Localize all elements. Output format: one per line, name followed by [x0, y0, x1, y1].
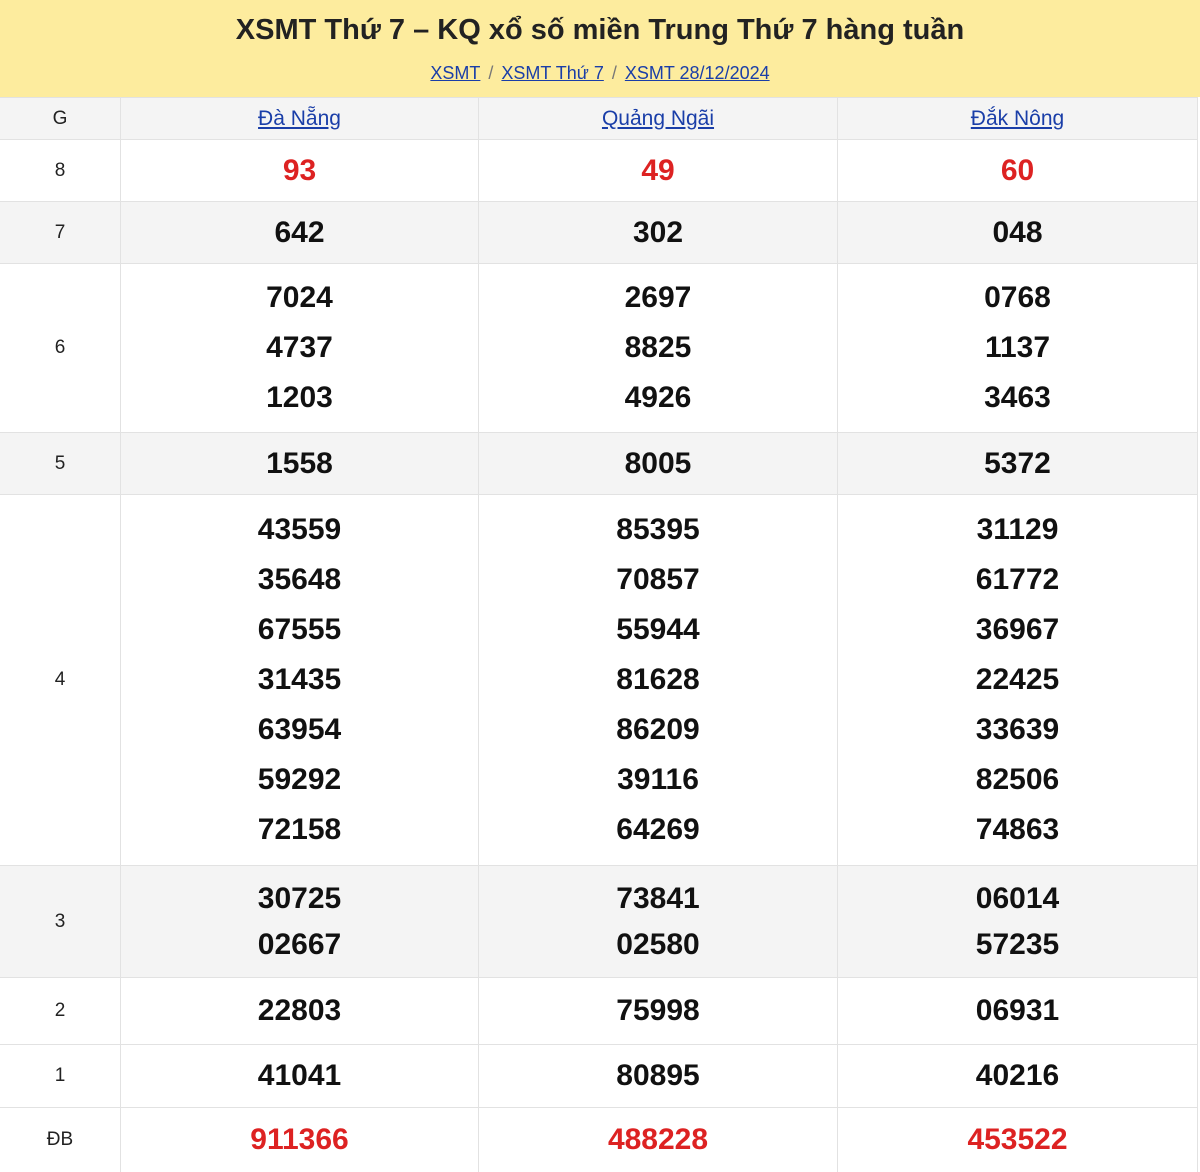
- result-cell-da-nang: [120, 866, 478, 977]
- result-cell-quang-ngai: [478, 264, 837, 432]
- result-number: 22803: [257, 994, 342, 1027]
- result-number: 1137: [984, 331, 1051, 364]
- prize-label: 8: [54, 159, 66, 181]
- result-cell-quang-ngai: [478, 1045, 837, 1107]
- province-header-cell: [837, 98, 1197, 139]
- result-cell-da-nang: [120, 140, 478, 201]
- result-number: 72158: [257, 813, 342, 846]
- result-number: 63954: [257, 713, 342, 746]
- result-number: 82506: [975, 763, 1060, 796]
- result-cell-da-nang: [120, 978, 478, 1044]
- result-number: 57235: [975, 927, 1060, 961]
- province-header-cell: [478, 98, 837, 139]
- prize-label: 2: [54, 1000, 66, 1021]
- result-number: 64269: [616, 813, 700, 846]
- result-number: 453522: [967, 1123, 1068, 1156]
- prize-column-header: G: [52, 107, 68, 129]
- result-number: 41041: [257, 1059, 342, 1092]
- result-number: 59292: [257, 763, 342, 796]
- prize-label: 1: [54, 1065, 66, 1086]
- result-number: 642: [274, 215, 325, 249]
- prize-label: ĐB: [46, 1129, 74, 1150]
- result-number: 06014: [975, 881, 1060, 915]
- breadcrumb: [0, 63, 1200, 84]
- result-number: 5372: [984, 446, 1051, 480]
- result-number: 02667: [257, 927, 342, 961]
- province-link-dak-nong[interactable]: Đắk Nông: [970, 106, 1065, 130]
- result-number: 35648: [257, 563, 342, 596]
- prize-row: [0, 865, 1197, 977]
- breadcrumb-xsmt-thu-7[interactable]: XSMT Thứ 7: [501, 63, 604, 83]
- province-link-da-nang[interactable]: Đà Nẵng: [258, 106, 341, 130]
- result-number: 488228: [607, 1123, 709, 1156]
- breadcrumb-separator: /: [488, 63, 494, 83]
- prize-label: 5: [54, 452, 66, 474]
- result-number: 43559: [257, 513, 342, 546]
- result-cell-dak-nong: [837, 1045, 1197, 1107]
- result-number: 60: [1000, 153, 1035, 187]
- result-cell-quang-ngai: [478, 1108, 837, 1172]
- result-number: 048: [992, 215, 1043, 249]
- prize-label: 3: [54, 910, 66, 932]
- result-number: 7024: [266, 281, 333, 314]
- result-cell-quang-ngai: [478, 202, 837, 263]
- result-number: 302: [632, 215, 684, 249]
- page-title: XSMT Thứ 7 – KQ xổ số miền Trung Thứ 7 hàng tuần: [235, 14, 965, 46]
- result-number: 80895: [616, 1059, 700, 1092]
- result-number: 75998: [616, 994, 700, 1027]
- result-cell-dak-nong: [837, 978, 1197, 1044]
- result-cell-da-nang: [120, 202, 478, 263]
- result-number: 61772: [975, 563, 1060, 596]
- result-number: 55944: [616, 613, 700, 646]
- result-number: 8825: [624, 331, 692, 364]
- result-number: 911366: [250, 1123, 349, 1156]
- result-number: 2697: [624, 281, 692, 314]
- result-number: 70857: [616, 563, 700, 596]
- result-number: 73841: [616, 881, 700, 915]
- breadcrumb-xsmt[interactable]: XSMT: [430, 63, 481, 83]
- result-cell-dak-nong: [837, 1108, 1197, 1172]
- prize-row: [0, 977, 1197, 1044]
- prize-row: [0, 139, 1197, 201]
- result-number: 1203: [266, 381, 333, 414]
- prize-row: [0, 1044, 1197, 1107]
- result-number: 74863: [975, 813, 1060, 846]
- result-cell-da-nang: [120, 433, 478, 494]
- result-number: 31435: [257, 663, 342, 696]
- prize-row: [0, 494, 1197, 865]
- prize-label: 6: [54, 337, 66, 358]
- result-cell-quang-ngai: [478, 495, 837, 865]
- result-number: 22425: [975, 663, 1060, 696]
- result-cell-da-nang: [120, 495, 478, 865]
- prize-label: 7: [54, 221, 66, 243]
- breadcrumb-xsmt-date[interactable]: XSMT 28/12/2024: [624, 63, 770, 83]
- breadcrumb-separator: /: [611, 63, 617, 83]
- result-number: 49: [641, 153, 675, 187]
- prize-row: [0, 1107, 1197, 1172]
- result-number: 30725: [257, 881, 342, 915]
- result-cell-quang-ngai: [478, 140, 837, 201]
- result-number: 93: [282, 153, 317, 187]
- result-number: 06931: [975, 994, 1060, 1027]
- result-cell-dak-nong: [837, 866, 1197, 977]
- result-cell-quang-ngai: [478, 866, 837, 977]
- result-number: 40216: [975, 1059, 1060, 1092]
- result-number: 39116: [617, 763, 699, 796]
- result-number: 86209: [616, 713, 700, 746]
- result-number: 3463: [984, 381, 1051, 414]
- result-cell-quang-ngai: [478, 978, 837, 1044]
- result-cell-quang-ngai: [478, 433, 837, 494]
- result-number: 8005: [624, 446, 692, 480]
- result-cell-dak-nong: [837, 140, 1197, 201]
- province-header-cell: [120, 98, 478, 139]
- page-header: [0, 0, 1200, 97]
- result-number: 36967: [975, 613, 1060, 646]
- table-header-row: [0, 97, 1197, 139]
- result-cell-dak-nong: [837, 433, 1197, 494]
- prize-row: [0, 263, 1197, 432]
- result-cell-da-nang: [120, 1045, 478, 1107]
- result-number: 0768: [984, 281, 1051, 314]
- result-cell-da-nang: [120, 264, 478, 432]
- result-cell-da-nang: [120, 1108, 478, 1172]
- result-number: 31129: [976, 513, 1059, 546]
- result-number: 67555: [257, 613, 342, 646]
- prize-row: [0, 432, 1197, 494]
- result-cell-dak-nong: [837, 202, 1197, 263]
- province-link-quang-ngai[interactable]: Quảng Ngãi: [601, 106, 715, 130]
- result-number: 33639: [975, 713, 1060, 746]
- result-cell-dak-nong: [837, 495, 1197, 865]
- result-number: 81628: [616, 663, 700, 696]
- result-number: 4926: [624, 381, 692, 414]
- result-cell-dak-nong: [837, 264, 1197, 432]
- result-number: 4737: [266, 331, 333, 364]
- result-number: 1558: [266, 446, 333, 480]
- table-right-border: [1197, 97, 1198, 1172]
- prize-label: 4: [54, 669, 66, 690]
- result-number: 85395: [616, 513, 700, 546]
- result-number: 02580: [616, 927, 700, 961]
- prize-row: [0, 201, 1197, 263]
